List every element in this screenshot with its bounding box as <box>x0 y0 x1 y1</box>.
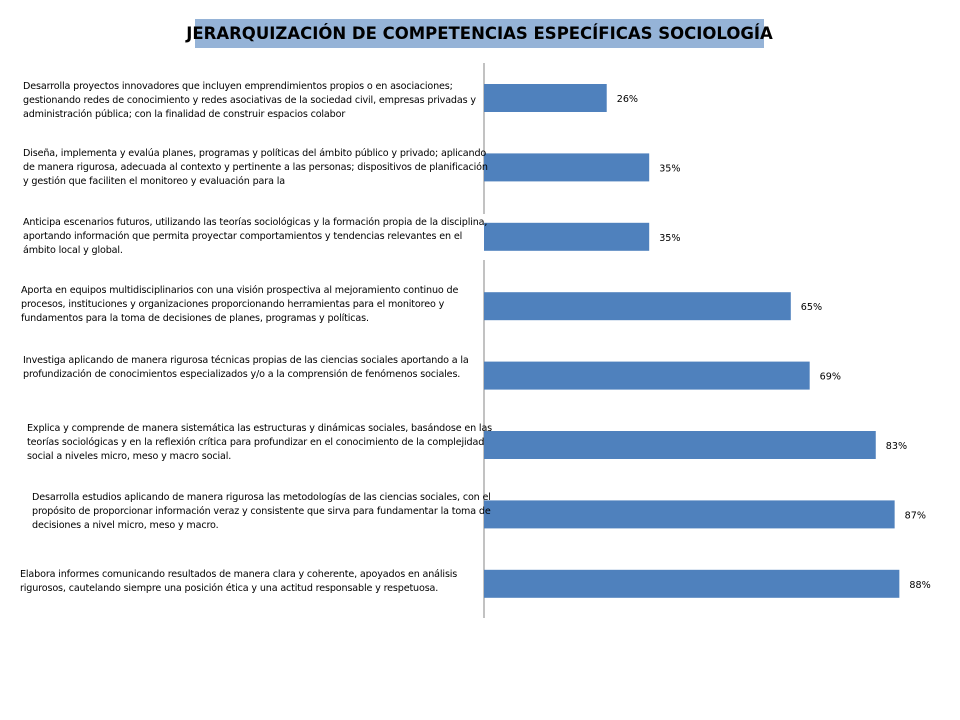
bar <box>484 500 895 528</box>
category-label: Elabora informes comunicando resultados de manera clara y coherente, apoyados en análisis rigurosos, cautelando siempre una posición ética y una actitud responsable y respetuosa. <box>20 569 458 594</box>
category-label: Desarrolla proyectos innovadores que incluyen emprendimientos propios o en asociaciones; gestionando redes de conocimiento y redes asociativas de la sociedad civil, empresas privadas y administración pública; con la finalidad de construir espacios colabor <box>23 81 476 120</box>
data-label: 65% <box>800 302 823 314</box>
category-label: Anticipa escenarios futuros, utilizando las teorías sociológicas y la formación propia de la disciplina, aportando información que permita proyectar comportamientos y tendencias relevantes en el ámbito local y global. <box>23 217 488 256</box>
bar <box>484 153 649 181</box>
data-label: 87% <box>904 510 926 522</box>
category-label: Investiga aplicando de manera rigurosa técnicas propias de las ciencias sociales aportando a la profundización de conocimientos especializados y/o a la comprensión de fenómenos sociales. <box>23 355 469 380</box>
bar <box>484 362 810 390</box>
bar <box>484 223 649 251</box>
category-label: Desarrolla estudios aplicando de manera rigurosa las metodologías de las ciencias sociales, con el propósito de proporcionar información veraz y consistente que sirva para fundamentar la toma de decisiones a nivel micro, meso y macro. <box>32 492 491 531</box>
category-label: Aporta en equipos multidisciplinarios con una visión prospectiva al mejoramiento continuo de procesos, instituciones y organizaciones proporcionando herramientas para el monitoreo y fundamentos para la toma de decisiones de planes, programas y políticas. <box>21 285 459 324</box>
bar <box>484 292 791 320</box>
data-label: 83% <box>885 441 908 452</box>
data-label: 35% <box>659 163 681 175</box>
data-label: 69% <box>819 371 842 383</box>
chart-title: JERARQUIZACIÓN DE COMPETENCIAS ESPECÍFICAS SOCIOLOGÍA <box>195 19 764 48</box>
data-label: 26% <box>616 94 639 105</box>
data-label: 35% <box>659 232 681 244</box>
category-label: Explica y comprende de manera sistemática las estructuras y dinámicas sociales, basándose en las teorías sociológicas y en la reflexión crítica para profundizar en el conocimiento de la complejidad social a niveles micro, meso y macro social. <box>27 423 493 462</box>
bar <box>484 431 876 459</box>
category-label: Diseña, implementa y evalúa planes, programas y políticas del ámbito público y privado; aplicando de manera rigurosa, adecuada al contexto y pertinente a las personas; dispositivos de planificación y gestión que faciliten el monitoreo y evaluación para la <box>23 148 488 187</box>
data-label: 88% <box>909 579 931 591</box>
bar <box>484 84 607 112</box>
bar <box>484 570 899 598</box>
